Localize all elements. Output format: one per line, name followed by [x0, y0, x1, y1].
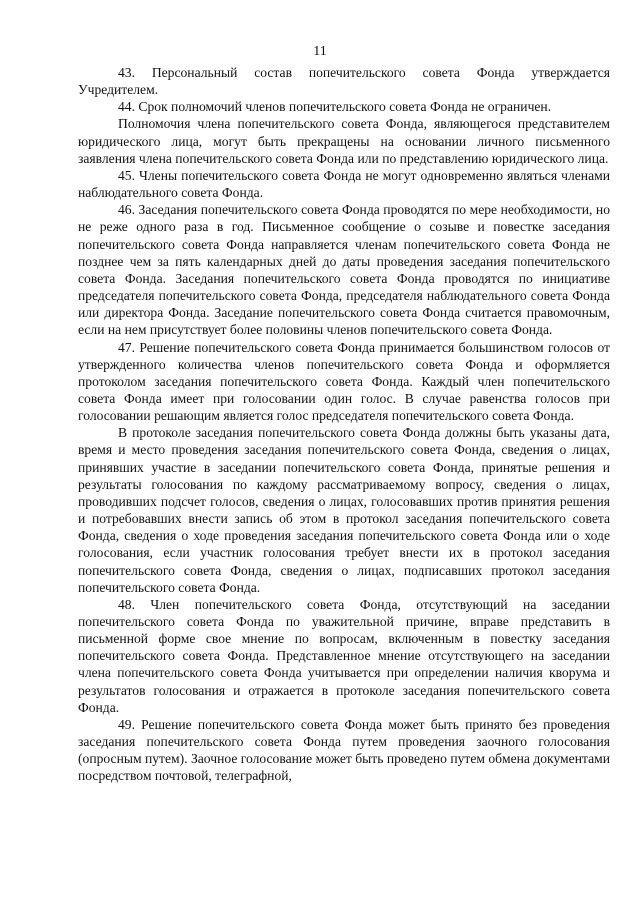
paragraph-47: 47. Решение попечительского совета Фонда принимается большинством голосов от утвержденного количества членов попечительского совета Фонда и оформляется протоколом заседания попечительского совета Фонда. Каждый член попечительского совета Фонда имеет при голосовании один голос. В случае равенства голосов при голосовании решающим является голос председателя попечительского совета Фонда.: [78, 339, 610, 424]
document-body: [78, 64, 610, 785]
paragraph-48: 48. Член попечительского совета Фонда, отсутствующий на заседании попечительского совета Фонда по уважительной причине, вправе представить в письменной форме свое мнение по вопросам, включенным в повестку заседания попечительского совета Фонда. Представленное мнение отсутствующего на заседании члена попечительского совета Фонда учитывается при определении наличия кворума и результатов голосования и отражается в протоколе заседания попечительского совета Фонда.: [78, 596, 610, 715]
paragraph-49: 49. Решение попечительского совета Фонда может быть принято без проведения заседания попечительского совета Фонда путем проведения заочного голосования (опросным путем). Заочное голосование может быть проведено путем обмена документами посредством почтовой, телеграфной,: [78, 716, 610, 784]
page-number: 11: [313, 44, 327, 59]
paragraph-47-protocol: В протоколе заседания попечительского совета Фонда должны быть указаны дата, время и место проведения заседания попечительского совета Фонда, сведения о лицах, принявших участие в заседании попечительского совета Фонда, принятые решения и результаты голосования по каждому рассматриваемому вопросу, сведения о лицах, проводивших подсчет голосов, сведения о лицах, голосовавших против принятия решения и потребовавших внести запись об этом в протокол заседания попечительского совета Фонда, сведения о ходе проведения заседания попечительского совета Фонда или о ходе голосования, если участник голосования требует внести их в протокол заседания попечительского совета Фонда, сведения о лицах, подписавших протокол заседания попечительского совета Фонда.: [78, 425, 610, 595]
paragraph-44-powers: Полномочия члена попечительского совета Фонда, являющегося представителем юридического лица, могут быть прекращены на основании личного письменного заявления члена попечительского совета Фонда или по представлению юридического лица.: [78, 116, 610, 166]
paragraph-46: 46. Заседания попечительского совета Фонда проводятся по мере необходимости, но не реже одного раза в год. Письменное сообщение о созыве и повестке заседания попечительского совета Фонда направляется членам попечительского совета Фонда не позднее чем за пять календарных дней до даты проведения заседания попечительского совета Фонда. Заседания попечительского совета Фонда проводятся по инициативе председателя попечительского совета Фонда, председателя наблюдательного совета Фонда или директора Фонда. Заседание попечительского совета Фонда считается правомочным, если на нем присутствует более половины членов попечительского совета Фонда.: [78, 202, 610, 338]
paragraph-43: 43. Персональный состав попечительского совета Фонда утверждается Учредителем.: [78, 65, 610, 98]
paragraph-44: 44. Срок полномочий членов попечительского совета Фонда не ограничен.: [118, 99, 552, 115]
paragraph-45: 45. Члены попечительского совета Фонда не могут одновременно являться членами наблюдательного совета Фонда.: [78, 167, 610, 201]
